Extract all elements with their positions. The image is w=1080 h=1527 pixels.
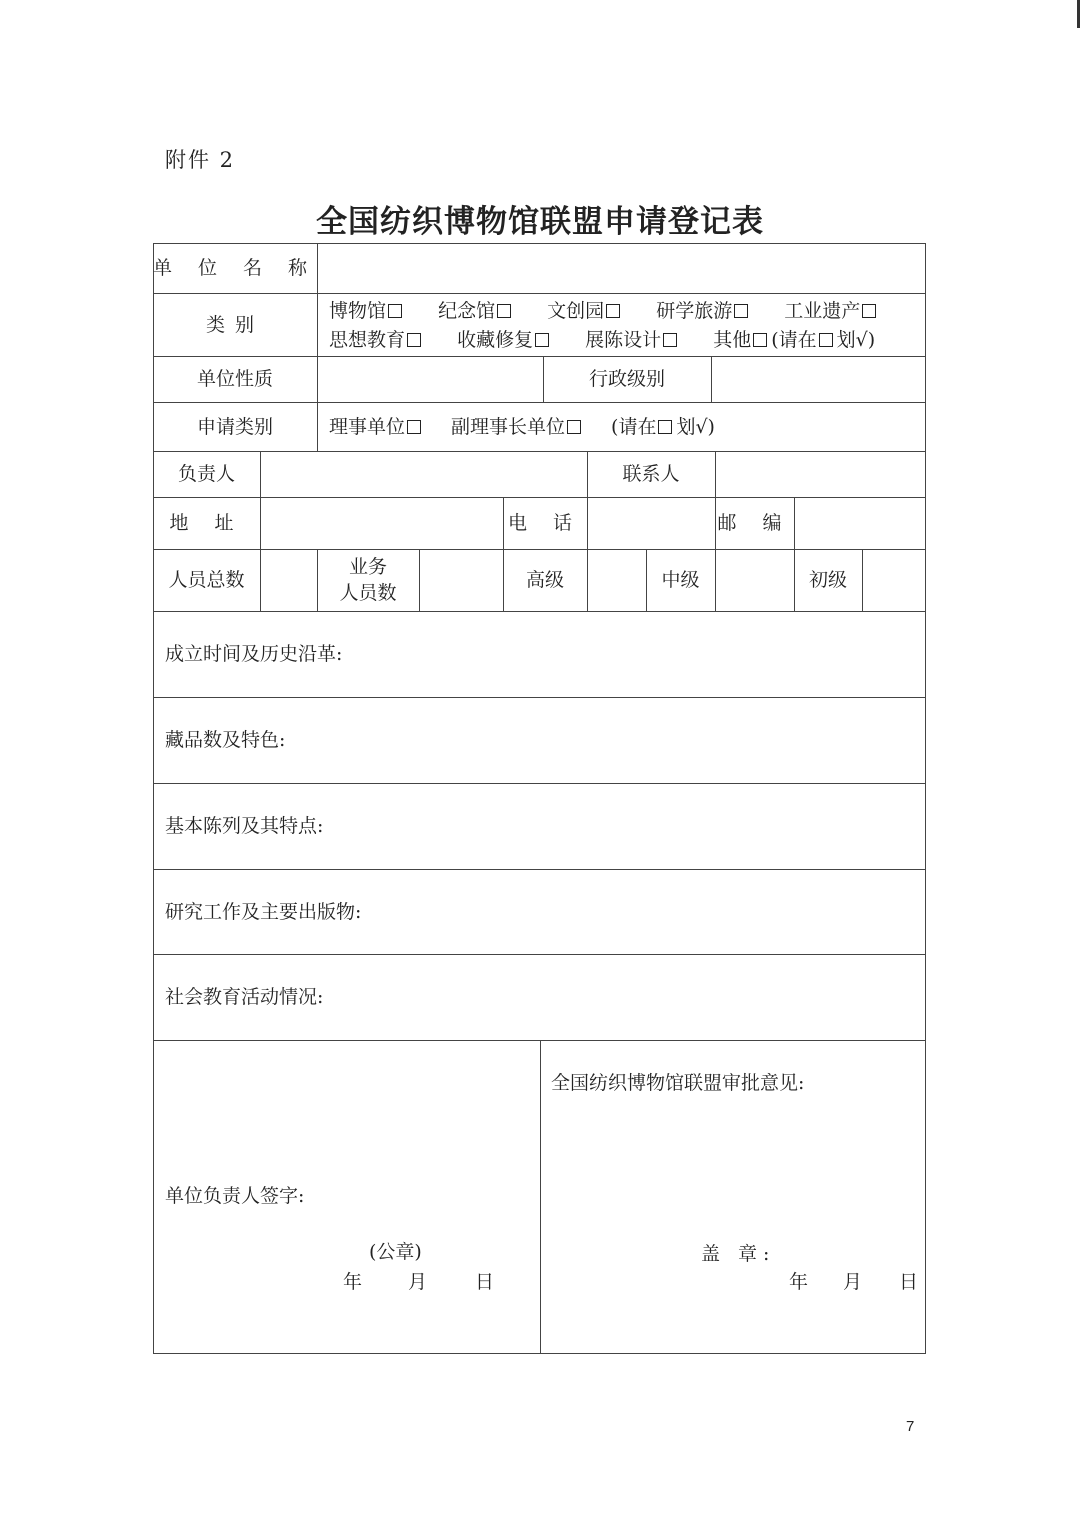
checkbox[interactable] xyxy=(407,333,421,347)
total-staff-field[interactable] xyxy=(261,550,316,610)
address-field[interactable] xyxy=(261,498,502,548)
apply-type-options xyxy=(329,402,715,451)
admin-level-field[interactable] xyxy=(712,357,924,401)
checkbox[interactable] xyxy=(388,304,402,318)
checkbox[interactable] xyxy=(753,333,767,347)
category-option-other[interactable]: 其他 xyxy=(713,329,771,351)
apply-type-label: 申请类别 xyxy=(196,415,273,438)
middle-field[interactable] xyxy=(716,550,793,610)
approval-label: 全国纺织博物馆联盟审批意见: xyxy=(551,1072,805,1094)
unit-name-field[interactable] xyxy=(318,244,924,292)
person-in-charge-label: 负责人 xyxy=(177,463,235,485)
apply-option-council-member[interactable]: 理事单位 xyxy=(329,413,425,441)
category-option-museum[interactable]: 博物馆 xyxy=(329,300,406,322)
checkbox-sample xyxy=(658,420,672,434)
checkbox-sample xyxy=(819,333,833,347)
category-hint: (请在 划√) xyxy=(771,329,876,351)
history-label: 成立时间及历史沿革: xyxy=(165,643,343,665)
unit-nature-label: 单位性质 xyxy=(196,368,273,390)
collection-label: 藏品数及特色: xyxy=(165,729,286,751)
checkbox[interactable] xyxy=(862,304,876,318)
unit-name-label: 单 位 名 称 xyxy=(152,257,318,279)
unit-date-year: 年 xyxy=(343,1271,363,1293)
checkbox[interactable] xyxy=(606,304,620,318)
approval-date-month: 月 xyxy=(843,1271,863,1293)
education-label: 社会教育活动情况: xyxy=(165,986,324,1008)
senior-field[interactable] xyxy=(588,550,645,610)
category-option-study-tour[interactable]: 研学旅游 xyxy=(656,300,752,322)
category-options-line2 xyxy=(329,326,875,354)
unit-seal: (公章) xyxy=(369,1241,422,1263)
category-option-exhibition-design[interactable]: 展陈设计 xyxy=(585,329,681,351)
contact-label: 联系人 xyxy=(622,463,680,485)
junior-field[interactable] xyxy=(863,550,924,610)
category-label: 类别 xyxy=(205,313,264,336)
approval-date-year: 年 xyxy=(789,1271,809,1293)
person-in-charge-field[interactable] xyxy=(261,452,586,496)
category-options-line1 xyxy=(329,297,880,325)
category-option-creative-park[interactable]: 文创园 xyxy=(547,300,624,322)
unit-date-month: 月 xyxy=(408,1271,428,1293)
middle-label: 中级 xyxy=(661,569,700,591)
postcode-label: 邮 编 xyxy=(717,512,792,534)
postcode-field[interactable] xyxy=(795,498,924,548)
category-option-collection-restoration[interactable]: 收藏修复 xyxy=(457,329,553,351)
unit-nature-field[interactable] xyxy=(318,357,542,401)
phone-field[interactable] xyxy=(588,498,714,548)
checkbox[interactable] xyxy=(567,420,581,434)
business-staff-label: 业务 人员数 xyxy=(339,556,397,604)
research-label: 研究工作及主要出版物: xyxy=(165,900,362,923)
admin-level-label: 行政级别 xyxy=(588,368,665,390)
business-staff-field[interactable] xyxy=(420,550,502,610)
checkbox[interactable] xyxy=(663,333,677,347)
address-label: 地 址 xyxy=(169,512,244,534)
form-title: 全国纺织博物馆联盟申请登记表 xyxy=(316,204,764,240)
registration-form xyxy=(153,243,926,1354)
checkbox[interactable] xyxy=(535,333,549,347)
page-number: 7 xyxy=(906,1418,915,1435)
category-option-memorial[interactable]: 纪念馆 xyxy=(438,300,515,322)
approval-date-day: 日 xyxy=(899,1271,919,1293)
senior-label: 高级 xyxy=(525,569,564,591)
junior-label: 初级 xyxy=(808,569,847,591)
apply-hint: (请在 划√) xyxy=(611,415,715,438)
category-option-industrial-heritage[interactable]: 工业遗产 xyxy=(784,300,880,322)
total-staff-label: 人员总数 xyxy=(168,569,245,591)
unit-date-day: 日 xyxy=(475,1271,495,1293)
attachment-label: 附件 2 xyxy=(165,148,236,172)
apply-option-vice-chair[interactable]: 副理事长单位 xyxy=(451,413,585,441)
contact-field[interactable] xyxy=(716,452,924,496)
checkbox[interactable] xyxy=(407,420,421,434)
approval-seal: 盖 章: xyxy=(701,1243,776,1265)
checkbox[interactable] xyxy=(734,304,748,318)
phone-label: 电 话 xyxy=(507,512,583,534)
unit-sign-label: 单位负责人签字: xyxy=(165,1185,305,1207)
category-option-ideological-education[interactable]: 思想教育 xyxy=(329,329,425,351)
checkbox[interactable] xyxy=(497,304,511,318)
exhibition-label: 基本陈列及其特点: xyxy=(165,815,324,837)
